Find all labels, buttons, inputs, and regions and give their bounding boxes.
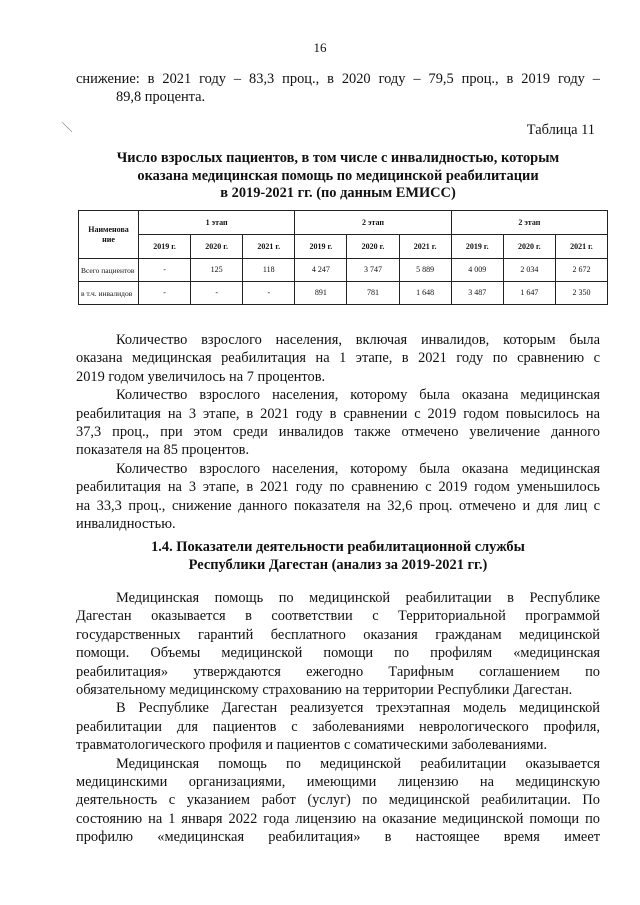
table-cell: 125 bbox=[191, 259, 243, 282]
table-cell: - bbox=[139, 282, 191, 305]
section-heading-line: Республики Дагестан (анализ за 2019-2021 гг.) bbox=[188, 556, 488, 573]
table-header-year: 2019 г. bbox=[451, 235, 503, 259]
page-number: 16 bbox=[313, 40, 327, 55]
text-line: на 33,3 проц., снижение данного показателя на 32,6 проц. отмечено и для лиц с bbox=[76, 497, 600, 514]
text-line: В Республике Дагестан реализуется трехэтапная модель медицинской bbox=[116, 700, 600, 717]
table-row bbox=[79, 259, 608, 282]
table-header-stage: 2 этап bbox=[295, 211, 451, 235]
text-line: медицинскими организациями, имеющими лицензию на медицинскую bbox=[76, 774, 600, 791]
table-cell: 3 487 bbox=[451, 282, 503, 305]
table-cell: 4 009 bbox=[451, 259, 503, 282]
text-line: снижение: в 2021 году – 83,3 проц., в 2020 году – 79,5 проц., в 2019 году – bbox=[76, 71, 600, 87]
table-cell: 4 247 bbox=[295, 259, 347, 282]
table-cell: 118 bbox=[243, 259, 295, 282]
text-line: деятельность с указанием работ (услуг) по медицинской реабилитации. По bbox=[76, 792, 600, 809]
text-line: государственных гарантий бесплатного оказания гражданам медицинской bbox=[76, 626, 600, 643]
text-line: Количество взрослого населения, которому была оказана медицинская bbox=[116, 460, 600, 477]
table-cell: - bbox=[243, 282, 295, 305]
text-line: реабилитация на 3 этапе, в 2021 году по сравнению с 2019 годом уменьшилось bbox=[76, 479, 600, 496]
table-cell: 2 034 bbox=[503, 259, 555, 282]
table-row bbox=[79, 282, 608, 305]
table-title bbox=[76, 150, 600, 203]
text-line: травматологического профиля и пациентов с соматическими заболеваниями. bbox=[76, 737, 548, 754]
table-cell: 1 648 bbox=[399, 282, 451, 305]
table-header-year: 2019 г. bbox=[139, 235, 191, 259]
table-cell: - bbox=[139, 259, 191, 282]
table-header-year: 2021 г. bbox=[399, 235, 451, 259]
table-title-line: в 2019-2021 гг. (по данным ЕМИСС) bbox=[220, 185, 456, 201]
text-line: показателя на 85 процентов. bbox=[76, 442, 250, 459]
text-line: Дагестан оказывается в соответствии с Территориальной программой bbox=[76, 608, 600, 625]
table-row-label: в т.ч. инвалидов bbox=[79, 282, 139, 305]
table-cell: 1 647 bbox=[503, 282, 555, 305]
text-line: 2019 годом увеличилось на 7 процентов. bbox=[76, 368, 326, 385]
text-line: состоянию на 1 января 2022 года лицензию на оказание медицинской помощи по bbox=[76, 810, 600, 827]
rehabilitation-table bbox=[78, 210, 608, 305]
text-line: помощи. Объемы медицинской помощи по профилям «медицинская bbox=[76, 645, 600, 662]
table-header-name: Наименова ние bbox=[79, 211, 139, 259]
table-year-row bbox=[79, 235, 608, 259]
table-header-year: 2020 г. bbox=[347, 235, 399, 259]
text-line: оказана медицинская реабилитация на 1 этапе, в 2021 году по сравнению с bbox=[76, 350, 600, 367]
table-header-stage: 2 этап bbox=[451, 211, 607, 235]
table-cell: 781 bbox=[347, 282, 399, 305]
text-line: инвалидностью. bbox=[76, 516, 176, 533]
table-cell: 2 672 bbox=[555, 259, 607, 282]
text-line: Медицинская помощь по медицинской реабилитации в Республике bbox=[116, 590, 600, 606]
table-header-year: 2021 г. bbox=[243, 235, 295, 259]
table-caption: Таблица 11 bbox=[526, 122, 595, 138]
table-cell: 891 bbox=[295, 282, 347, 305]
text-line: реабилитация на 3 этапе, в 2021 году в сравнении с 2019 годом повысилось на bbox=[76, 405, 600, 422]
table-header-stage: 1 этап bbox=[139, 211, 295, 235]
text-line: обязательному медицинскому страхованию на территории Республики Дагестан. bbox=[76, 682, 573, 699]
table-header-year: 2021 г. bbox=[555, 235, 607, 259]
table-header-year: 2020 г. bbox=[503, 235, 555, 259]
table-cell: - bbox=[191, 282, 243, 305]
text-line: реабилитации для пациентов с заболеваниями неврологического профиля, bbox=[76, 718, 600, 735]
intro-paragraph bbox=[76, 70, 600, 107]
text-line: Медицинская помощь по медицинской реабилитации оказывается bbox=[116, 755, 600, 772]
text-line: Количество взрослого населения, которому была оказана медицинская bbox=[116, 387, 600, 404]
table-header-year: 2020 г. bbox=[191, 235, 243, 259]
body-paragraphs bbox=[76, 331, 600, 533]
text-line: Количество взрослого населения, включая инвалидов, которым была bbox=[116, 332, 600, 348]
table-title-line: оказана медицинская помощь по медицинской реабилитации bbox=[137, 167, 539, 184]
scan-mark bbox=[60, 120, 74, 134]
table-title-line: Число взрослых пациентов, в том числе с инвалидностью, которым bbox=[116, 150, 560, 166]
table-header-row bbox=[79, 211, 608, 235]
text-line: 89,8 процента. bbox=[116, 89, 206, 106]
section-heading-line: 1.4. Показатели деятельности реабилитационной службы bbox=[151, 539, 525, 555]
section-paragraphs bbox=[76, 589, 600, 847]
table-header-year: 2019 г. bbox=[295, 235, 347, 259]
text-line: профилю «медицинская реабилитация» в настоящее время имеет bbox=[76, 829, 600, 846]
section-heading bbox=[76, 539, 600, 574]
table-cell: 5 889 bbox=[399, 259, 451, 282]
text-line: реабилитация» утверждаются ежегодно Тарифным соглашением по bbox=[76, 663, 600, 680]
table-row-label: Всего пациентов bbox=[79, 259, 139, 282]
table-cell: 2 350 bbox=[555, 282, 607, 305]
table-cell: 3 747 bbox=[347, 259, 399, 282]
text-line: 37,3 проц., при этом среди инвалидов также отмечено увеличение данного bbox=[76, 424, 600, 441]
